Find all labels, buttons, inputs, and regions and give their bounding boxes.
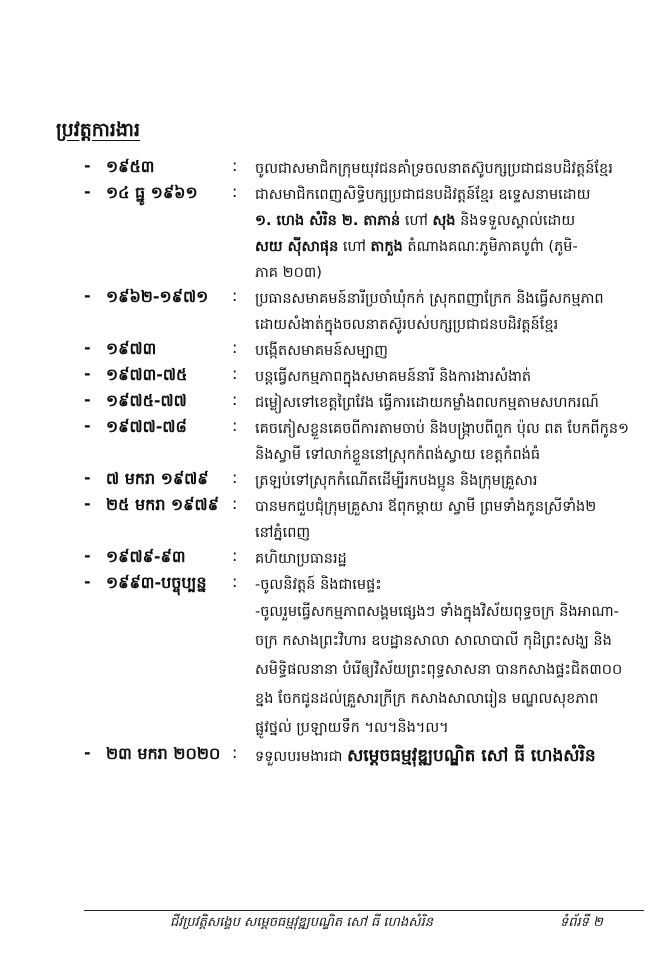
entry-description [255, 182, 645, 286]
entry-bullet: - [84, 182, 91, 201]
entry-date: ១៩៥៣ [106, 157, 155, 176]
entry-line: នៅភ្នំពេញ [255, 525, 311, 541]
entry-colon: : [232, 156, 238, 175]
entry-line: សមិទ្ធិផលនានា បំរើឲ្យវិស័យព្រះពុទ្ធសាសនា បានកសាងផ្ទះជិត៣០០ [255, 662, 623, 678]
entry-date: ១៩៩៣-បច្ចុប្បន្ន [106, 573, 207, 592]
entry-description [255, 468, 645, 494]
entry-line: ចូលជាសមាជិកក្រុមយុវជនគាំទ្រចលនាតស៊ូបក្សប្រជាជនបដិវត្តន៍ខ្មែរ [255, 161, 613, 177]
entry-bullet: - [84, 338, 91, 357]
entry-description [255, 743, 645, 769]
entry-line: ផ្លូវថ្នល់ ប្រឡាយទឹក ។ល។និង។ល។ [255, 720, 449, 736]
entry-line: គេចភៀសខ្លួនគេចពីការតាមចាប់ និងបង្ក្រាបពីពួក ប៉ុល ពត បែកពីកូន១ [255, 421, 629, 437]
entry-date: ១៤ ធ្នូ ១៩៦១ [106, 183, 198, 202]
entry-text: ទទួលបរមងារជា [255, 749, 348, 765]
entry-line: គហិយាប្រធានរដ្ឋ [255, 551, 347, 567]
nominator-name: ហេង សំរិន [276, 213, 337, 229]
career-entry [0, 338, 662, 364]
entry-colon: : [232, 494, 238, 513]
entry-text: និងទទួលស្គាល់ដោយ [455, 213, 576, 229]
nominators-line [255, 234, 645, 260]
entry-colon: : [232, 286, 238, 305]
career-entry [0, 468, 662, 494]
nominators-line [255, 208, 645, 234]
footer-divider [84, 910, 644, 911]
entry-bullet: - [84, 572, 91, 591]
alias-word: ហៅ [400, 213, 433, 229]
entry-date: ២៥ មករា ១៩៧៩ [106, 495, 219, 514]
career-entry [0, 572, 662, 743]
page-number: ទំព័រទី ២ [560, 915, 603, 930]
entry-description [255, 494, 645, 546]
entry-colon: : [232, 572, 238, 591]
career-entry [0, 286, 662, 338]
entry-line [255, 743, 645, 769]
entry-colon: : [232, 546, 238, 565]
entry-description [255, 286, 645, 338]
entry-bullet: - [84, 364, 91, 383]
entry-line: ប្រធានសមាគមន៍នារីប្រចាំឃុំកក់ ស្រុកពញាក្រែក និងធ្វើសកម្មភាព [255, 291, 604, 307]
entry-description [255, 338, 645, 364]
career-entry [0, 182, 662, 286]
entry-line: -ចូលរួមធ្វើសកម្មភាពសង្គមផ្សេងៗ ទាំងក្នុងវិស័យពុទ្ធចក្រ និងអាណា- [255, 604, 619, 620]
entry-date: ១៩៧៧-៧៨ [106, 417, 187, 436]
entry-colon: : [232, 390, 238, 409]
entry-line: ខ្នង ចែកជូនដល់គ្រួសារក្រីក្រ កសាងសាលារៀន មណ្ឌលសុខភាព [255, 691, 599, 707]
entry-date: ២៣ មករា ២០២០ [106, 744, 221, 763]
entry-line: -ចូលនិវត្តន៍ និងជាមេផ្ទះ [255, 577, 382, 593]
entry-line: បានមកជួបជុំក្រុមគ្រួសារ ឪពុកម្តាយ ស្វាមី ព្រមទាំងកូនស្រីទាំង២ [255, 499, 597, 515]
entry-description [255, 364, 645, 390]
entry-line: ដោយសំងាត់ក្នុងចលនាតស៊ូរបស់បក្សប្រជាជនបដិវត្តន៍ខ្មែរ [255, 317, 559, 333]
entry-date: ១៩៧៣-៧៥ [106, 365, 188, 384]
entry-colon: : [232, 364, 238, 383]
entry-colon: : [232, 416, 238, 435]
entry-line: ចក្រ កសាងព្រះវិហារ ឧបដ្ឋានសាលា សាលាបាលី កុដិព្រះសង្ឃ និង [255, 633, 612, 649]
entry-description [255, 156, 645, 182]
entry-line: និងស្វាមី ទៅលាក់ខ្លួននៅស្រុកកំពង់ស្វាយ ខេត្តកំពង់ធំ [255, 447, 541, 463]
career-entry [0, 494, 662, 546]
entry-date: ១៩៦២-១៩៧១ [106, 287, 209, 306]
entry-colon: : [232, 468, 238, 487]
entry-description [255, 416, 645, 468]
entry-line: បង្កើតសមាគមន៍សម្បាញ [255, 343, 388, 359]
entry-line: បន្តធ្វើសកម្មភាពក្នុងសមាគមន៍នារី និងការងារសំងាត់ [255, 369, 532, 385]
entry-text: តំណាងគណៈភូមិភាគបូព៌ា (ភូមិ- [402, 239, 578, 255]
nominator-number: ២. [336, 213, 364, 229]
entry-bullet: - [84, 743, 91, 762]
entry-bullet: - [84, 416, 91, 435]
nominator-name: តាភាន់ [363, 213, 401, 229]
nominator-number: ១. [255, 213, 277, 229]
entry-colon: : [232, 743, 238, 762]
alias-word: ហៅ [338, 239, 371, 255]
entry-description [255, 390, 645, 416]
entry-bullet: - [84, 156, 91, 175]
entry-line: ត្រឡប់ទៅស្រុកកំណើតដើម្បីរកបងប្អូន និងក្រុមគ្រួសារ [255, 473, 538, 489]
career-entry [0, 743, 662, 769]
entry-date: ១៩៧៥-៧៧ [106, 391, 187, 410]
career-entry [0, 546, 662, 572]
career-entry [0, 364, 662, 390]
nominator-alias: សុង [432, 213, 456, 229]
nominator-name: សយ ស៊ីសាផុន [255, 239, 339, 255]
entry-colon: : [232, 338, 238, 357]
entry-line: ជាសមាជិកពេញសិទ្ធិបក្សប្រជាជនបដិវត្តន៍ខ្មែរ ឧទ្ទេសនាមដោយ [255, 187, 591, 203]
entry-line: ជម្លៀសទៅខេត្តព្រៃវែង ធ្វើការដោយកម្លាំងពលកម្មតាមសហករណ៍ [255, 395, 599, 411]
entry-bullet: - [84, 468, 91, 487]
footer-caption: ជីវប្រវត្តិសង្ខេប សម្តេចធម្មវុឌ្ឍបណ្ឌិត សៅ ធី ហេងសំរិន [170, 915, 433, 930]
career-entry [0, 156, 662, 182]
career-entry [0, 390, 662, 416]
entry-bullet: - [84, 390, 91, 409]
entry-bullet: - [84, 286, 91, 305]
section-title: ប្រវត្តការងារ [56, 119, 141, 141]
entry-date: ៧ មករា ១៩៧៩ [106, 469, 209, 488]
entry-description [255, 572, 645, 743]
entry-colon: : [232, 182, 238, 201]
honorific-title: សម្តេចធម្មវុឌ្ឍបណ្ឌិត សៅ ធី ហេងសំរិន [347, 746, 596, 766]
entry-line: ភាគ ២០៣) [255, 265, 322, 281]
entry-date: ១៩៧៩-៩៣ [106, 547, 186, 566]
entry-bullet: - [84, 494, 91, 513]
entry-description [255, 546, 645, 572]
entry-bullet: - [84, 546, 91, 565]
career-entry [0, 416, 662, 468]
entry-date: ១៩៧៣ [106, 339, 157, 358]
nominator-alias: តាកួង [370, 239, 403, 255]
career-history-list [0, 156, 662, 769]
